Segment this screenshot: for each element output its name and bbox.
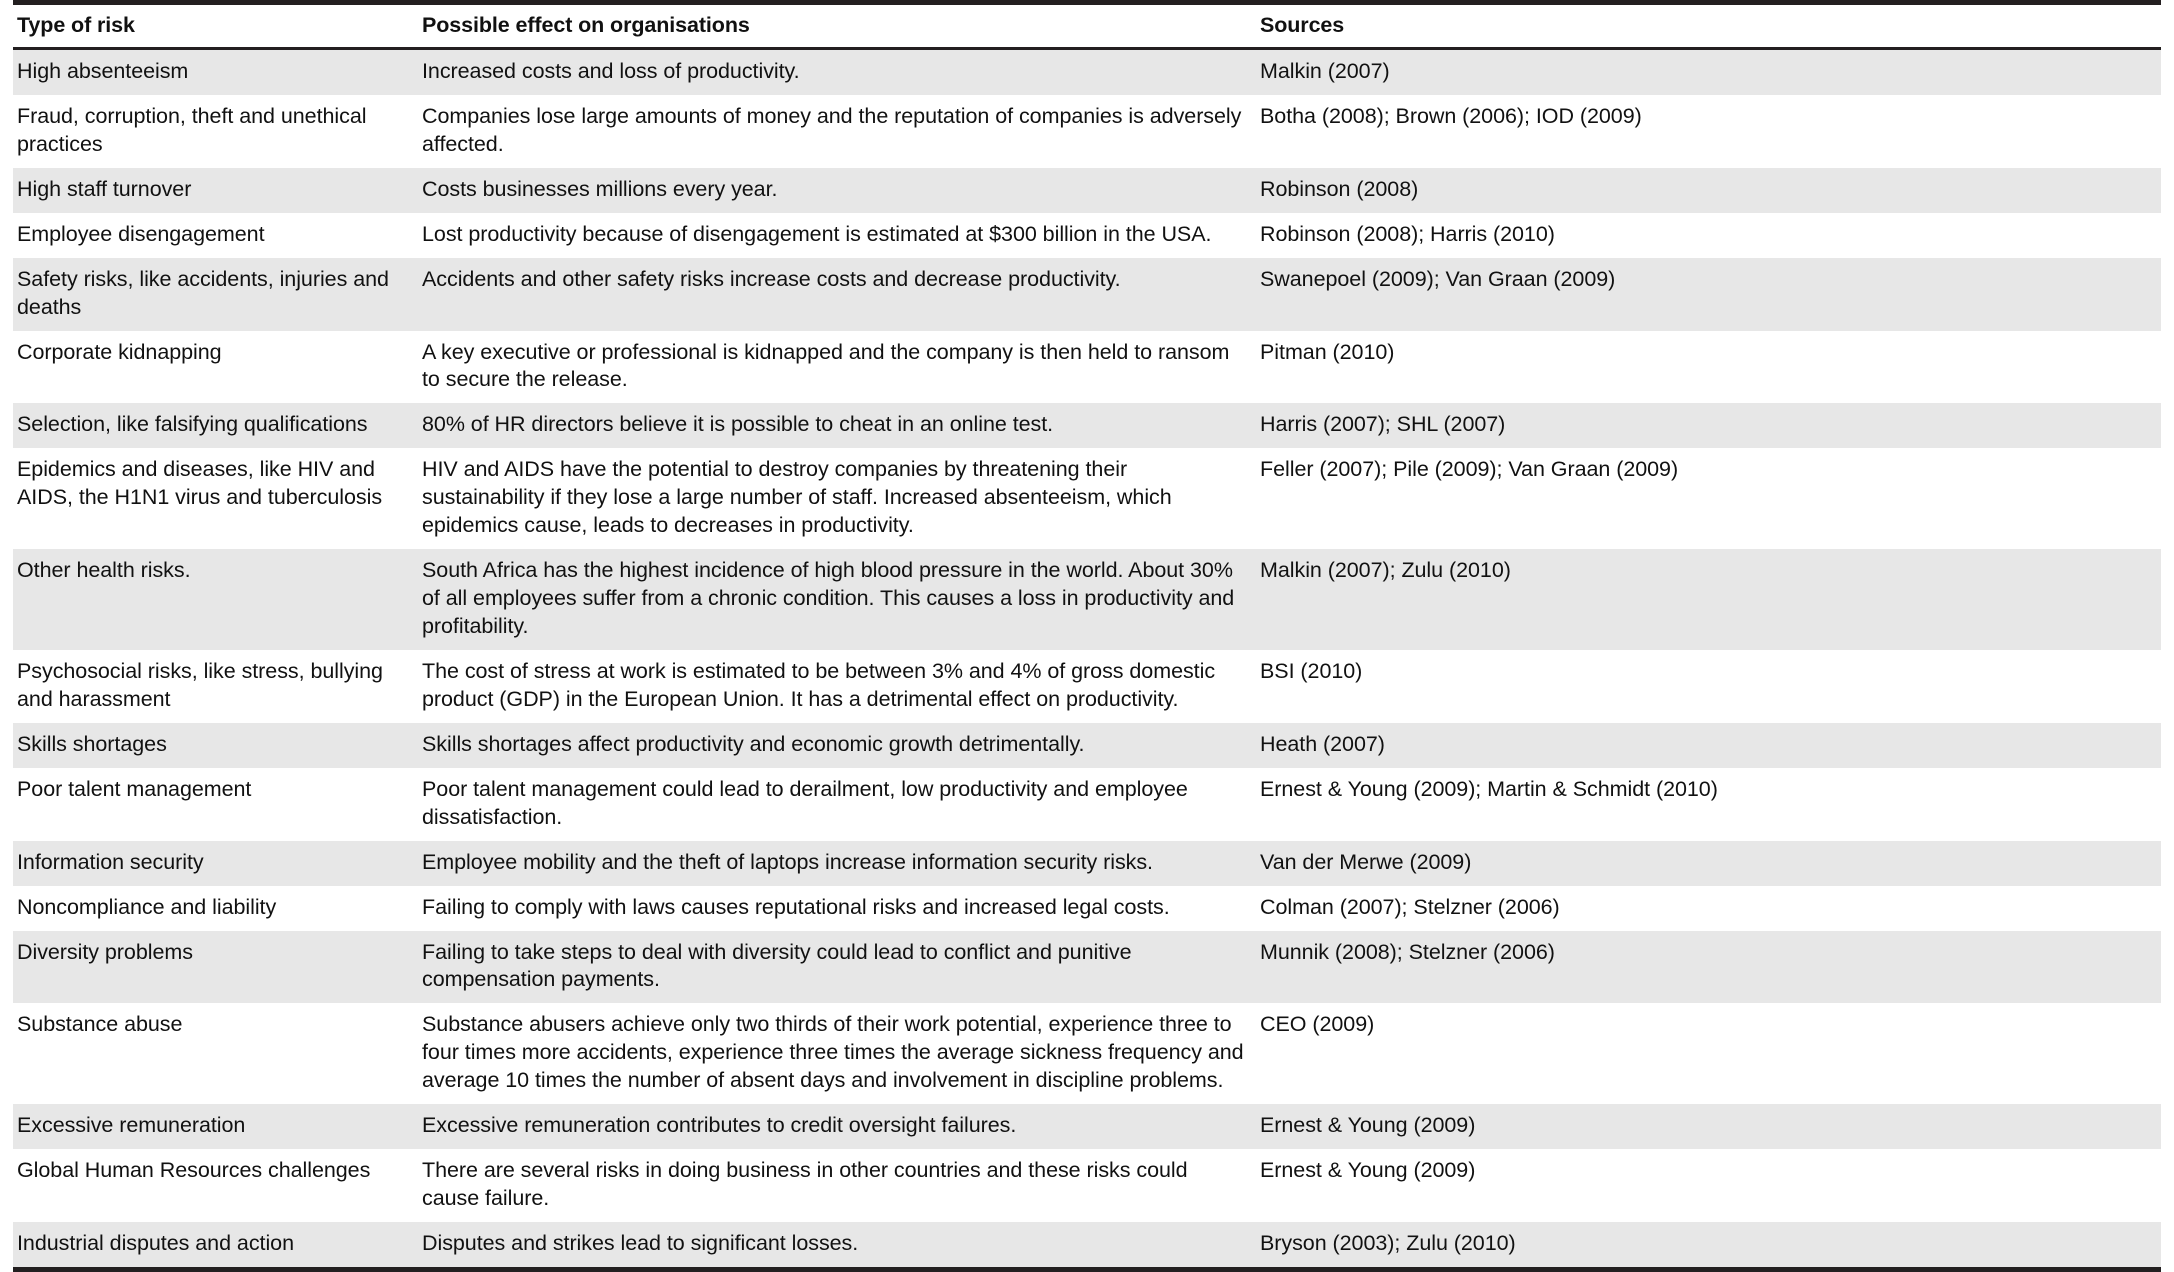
cell-source-text: Heath (2007) (1260, 731, 1385, 756)
cell-effect-text: A key executive or professional is kidnapped and the company is then held to ransom to secure the release. (422, 339, 1230, 392)
cell-type (13, 1222, 418, 1269)
cell-effect-text: Failing to take steps to deal with diversity could lead to conflict and punitive compensation payments. (422, 939, 1132, 992)
cell-source-text: BSI (2010) (1260, 658, 1363, 683)
cell-source-text: Malkin (2007) (1260, 58, 1390, 83)
cell-type-text: Industrial disputes and action (17, 1231, 294, 1255)
cell-source (1256, 331, 2161, 404)
cell-effect (418, 258, 1256, 331)
cell-effect (418, 841, 1256, 886)
table-header (13, 3, 2161, 49)
table-row (13, 931, 2161, 1004)
table-row (13, 1222, 2161, 1269)
cell-source-text: Robinson (2008); Harris (2010) (1260, 221, 1555, 246)
cell-source (1256, 213, 2161, 258)
cell-source (1256, 168, 2161, 213)
cell-effect-text: HIV and AIDS have the potential to destroy companies by threatening their sustainability if they lose a large number of staff. Increased absenteeism, which epidemics cause, leads to decreases in productivity. (422, 457, 1172, 538)
cell-type-text: Corporate kidnapping (17, 339, 222, 364)
cell-effect (418, 1149, 1256, 1222)
cell-type-text: Other health risks. (17, 558, 191, 583)
cell-type-text: Diversity problems (17, 939, 193, 964)
cell-source (1256, 1003, 2161, 1104)
table-header-row (13, 3, 2161, 49)
cell-source-text: Bryson (2003); Zulu (2010) (1260, 1231, 1516, 1255)
cell-effect (418, 48, 1256, 94)
cell-effect (418, 213, 1256, 258)
cell-effect-text: Skills shortages affect productivity and economic growth detrimentally. (422, 731, 1085, 756)
cell-source-text: Van der Merwe (2009) (1260, 849, 1472, 874)
cell-effect (418, 549, 1256, 650)
cell-type (13, 1149, 418, 1222)
table-row (13, 723, 2161, 768)
cell-effect (418, 403, 1256, 448)
cell-type-text: Noncompliance and liability (17, 894, 277, 919)
cell-type-text: Fraud, corruption, theft and unethical practices (17, 103, 367, 156)
cell-effect-text: Lost productivity because of disengagement is estimated at $300 billion in the USA. (422, 221, 1212, 246)
cell-effect (418, 768, 1256, 841)
cell-type (13, 95, 418, 168)
cell-type (13, 403, 418, 448)
table-row (13, 403, 2161, 448)
table-body (13, 48, 2161, 1269)
table-row (13, 886, 2161, 931)
cell-effect-text: Excessive remuneration contributes to credit oversight failures. (422, 1113, 1017, 1138)
cell-type (13, 168, 418, 213)
table-row (13, 168, 2161, 213)
table-row (13, 331, 2161, 404)
table-row (13, 448, 2161, 549)
cell-source (1256, 1149, 2161, 1222)
cell-source (1256, 48, 2161, 94)
cell-effect-text: Accidents and other safety risks increase costs and decrease productivity. (422, 266, 1121, 291)
table-row (13, 650, 2161, 723)
cell-type (13, 258, 418, 331)
cell-type-text: Global Human Resources challenges (17, 1158, 371, 1183)
cell-type (13, 549, 418, 650)
cell-source (1256, 1104, 2161, 1149)
column-header-possible-effect: Possible effect on organisations (418, 3, 1256, 49)
cell-source (1256, 650, 2161, 723)
table-row (13, 95, 2161, 168)
cell-effect (418, 1003, 1256, 1104)
cell-type-text: Psychosocial risks, like stress, bullying and harassment (17, 658, 383, 711)
cell-effect (418, 1222, 1256, 1269)
cell-effect-text: The cost of stress at work is estimated to be between 3% and 4% of gross domestic product (GDP) in the European Union. It has a detrimental effect on productivity. (422, 658, 1216, 711)
cell-effect (418, 168, 1256, 213)
cell-source (1256, 841, 2161, 886)
table-row (13, 1003, 2161, 1104)
cell-effect (418, 723, 1256, 768)
cell-effect (418, 331, 1256, 404)
table-row (13, 1104, 2161, 1149)
cell-type (13, 723, 418, 768)
column-header-type-of-risk: Type of risk (13, 3, 418, 49)
cell-effect (418, 1104, 1256, 1149)
cell-source (1256, 95, 2161, 168)
cell-type (13, 48, 418, 94)
cell-source-text: CEO (2009) (1260, 1012, 1375, 1037)
cell-effect (418, 650, 1256, 723)
cell-type (13, 213, 418, 258)
cell-type-text: Selection, like falsifying qualifications (17, 412, 368, 437)
cell-effect-text: South Africa has the highest incidence of high blood pressure in the world. About 30% of all employees suffer from a chronic condition. This causes a loss in productivity and profitability. (422, 558, 1235, 638)
cell-source-text: Swanepoel (2009); Van Graan (2009) (1260, 266, 1616, 291)
table-row (13, 48, 2161, 94)
cell-source-text: Botha (2008); Brown (2006); IOD (2009) (1260, 103, 1642, 128)
table-row (13, 841, 2161, 886)
cell-effect-text: Poor talent management could lead to derailment, low productivity and employee dissatisfaction. (422, 776, 1188, 829)
cell-effect (418, 448, 1256, 549)
cell-type-text: Substance abuse (17, 1012, 183, 1037)
cell-source-text: Munnik (2008); Stelzner (2006) (1260, 939, 1555, 964)
cell-source-text: Robinson (2008) (1260, 176, 1419, 201)
cell-source-text: Feller (2007); Pile (2009); Van Graan (2009) (1260, 457, 1679, 482)
cell-type-text: Employee disengagement (17, 221, 265, 246)
cell-type-text: Skills shortages (17, 731, 167, 756)
cell-source (1256, 258, 2161, 331)
cell-type (13, 931, 418, 1004)
cell-effect (418, 931, 1256, 1004)
cell-type (13, 841, 418, 886)
cell-type (13, 448, 418, 549)
cell-type (13, 1104, 418, 1149)
table-row (13, 258, 2161, 331)
cell-type (13, 1003, 418, 1104)
cell-effect-text: Costs businesses millions every year. (422, 176, 778, 201)
cell-source (1256, 1222, 2161, 1269)
cell-type (13, 768, 418, 841)
cell-effect (418, 95, 1256, 168)
cell-source-text: Harris (2007); SHL (2007) (1260, 412, 1506, 437)
table-row (13, 1149, 2161, 1222)
cell-source (1256, 723, 2161, 768)
cell-source (1256, 549, 2161, 650)
cell-effect-text: Failing to comply with laws causes reputational risks and increased legal costs. (422, 894, 1170, 919)
cell-source-text: Ernest & Young (2009) (1260, 1158, 1476, 1183)
table-row (13, 768, 2161, 841)
cell-type-text: Safety risks, like accidents, injuries and deaths (17, 266, 389, 319)
cell-type-text: Poor talent management (17, 776, 252, 801)
cell-type (13, 331, 418, 404)
cell-source-text: Malkin (2007); Zulu (2010) (1260, 558, 1511, 583)
cell-source (1256, 931, 2161, 1004)
cell-source (1256, 886, 2161, 931)
cell-effect-text: Increased costs and loss of productivity. (422, 58, 800, 83)
column-header-sources: Sources (1256, 3, 2161, 49)
cell-source-text: Pitman (2010) (1260, 339, 1395, 364)
cell-source (1256, 768, 2161, 841)
cell-source (1256, 448, 2161, 549)
cell-type-text: High staff turnover (17, 176, 192, 201)
cell-effect-text: 80% of HR directors believe it is possible to cheat in an online test. (422, 412, 1054, 437)
cell-type-text: High absenteeism (17, 58, 189, 83)
risk-table (13, 0, 2161, 1272)
cell-effect-text: Substance abusers achieve only two thirds of their work potential, experience three to four times more accidents, experience three times the average sickness frequency and average 10 times the number of absent days and involvement in discipline problems. (422, 1012, 1244, 1093)
cell-type-text: Information security (17, 849, 204, 874)
cell-source-text: Ernest & Young (2009); Martin & Schmidt (2010) (1260, 776, 1718, 801)
cell-type-text: Epidemics and diseases, like HIV and AIDS, the H1N1 virus and tuberculosis (17, 457, 383, 510)
cell-source-text: Colman (2007); Stelzner (2006) (1260, 894, 1560, 919)
table-row (13, 213, 2161, 258)
cell-effect-text: There are several risks in doing business in other countries and these risks could cause failure. (422, 1158, 1188, 1211)
cell-effect (418, 886, 1256, 931)
cell-effect-text: Companies lose large amounts of money and the reputation of companies is adversely affected. (422, 103, 1242, 156)
cell-effect-text: Employee mobility and the theft of laptops increase information security risks. (422, 849, 1153, 874)
cell-source (1256, 403, 2161, 448)
cell-type (13, 650, 418, 723)
table-row (13, 549, 2161, 650)
cell-source-text: Ernest & Young (2009) (1260, 1113, 1476, 1138)
cell-type-text: Excessive remuneration (17, 1113, 246, 1138)
cell-type (13, 886, 418, 931)
cell-effect-text: Disputes and strikes lead to significant losses. (422, 1231, 859, 1255)
